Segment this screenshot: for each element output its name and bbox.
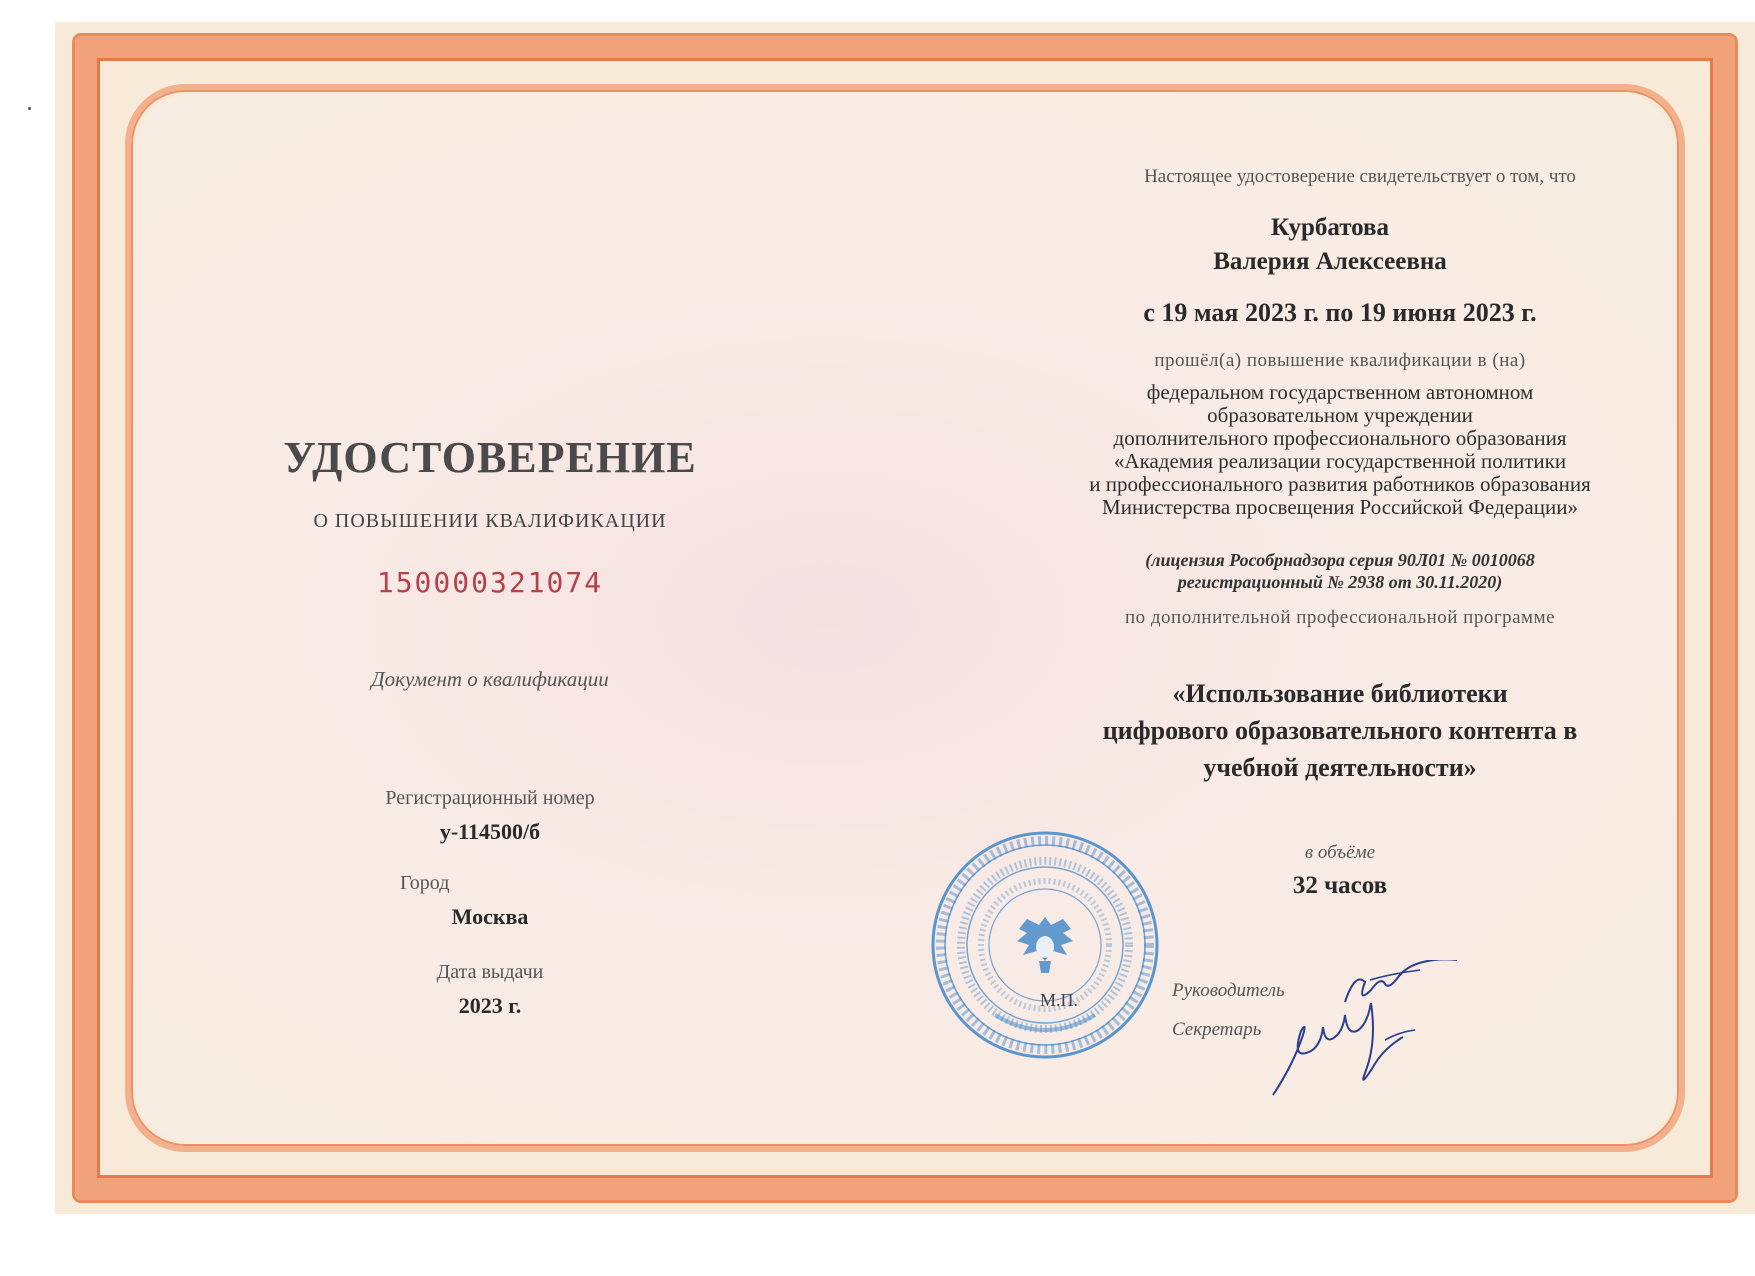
program-intro: по дополнительной профессиональной программе: [1124, 607, 1556, 628]
institution-line: федеральном государственном автономном: [1146, 380, 1534, 404]
registration-value: у-114500/б: [439, 819, 541, 844]
issue-date-value: 2023 г.: [458, 993, 522, 1018]
institution-line: «Академия реализации государственной политики: [1113, 449, 1567, 473]
certificate-number: 150000321074: [376, 566, 604, 599]
city-label: Город: [400, 872, 450, 894]
institution-name: [1000, 381, 1680, 519]
license-line: (лицензия Рособрнадзора серия 90Л01 № 0010068: [1145, 550, 1535, 570]
scan-dot: [28, 107, 31, 110]
holder-surname: Курбатова: [1270, 214, 1390, 241]
training-period: с 19 мая 2023 г. по 19 июня 2023 г.: [1143, 298, 1537, 327]
volume-value: 32 часов: [1292, 872, 1388, 899]
head-label: Руководитель: [1172, 980, 1285, 1001]
holder-given-names: Валерия Алексеевна: [1213, 248, 1447, 275]
program-line: учебной деятельности»: [1203, 753, 1477, 782]
document-kind: Документ о квалификации: [371, 667, 609, 691]
certificate-title: УДОСТОВЕРЕНИЕ: [283, 433, 697, 482]
registration-label: Регистрационный номер: [385, 787, 595, 809]
eagle-emblem-icon: [1017, 917, 1073, 973]
certificate-subtitle: О ПОВЫШЕНИИ КВАЛИФИКАЦИИ: [313, 510, 667, 532]
institution-line: Министерства просвещения Российской Федерации»: [1102, 495, 1578, 519]
passed-text: прошёл(а) повышение квалификации в (на): [1154, 350, 1526, 371]
institution-line: дополнительного профессионального образования: [1113, 426, 1567, 450]
issue-date-label: Дата выдачи: [436, 961, 544, 983]
city-value: Москва: [451, 904, 529, 929]
license-line: регистрационный № 2938 от 30.11.2020): [1177, 572, 1503, 592]
volume-label: в объёме: [1304, 842, 1376, 863]
intro-text: Настоящее удостоверение свидетельствует о том, что: [1144, 166, 1576, 187]
secretary-signature: [1265, 1000, 1425, 1100]
license-info: [1000, 549, 1680, 593]
secretary-label: Секретарь: [1172, 1019, 1262, 1040]
program-title: [1000, 675, 1680, 786]
institution-line: и профессионального развития работников образования: [1089, 472, 1591, 496]
institution-line: образовательном учреждении: [1207, 403, 1473, 427]
official-seal-stamp: [925, 825, 1165, 1065]
program-line: цифрового образовательного контента в: [1102, 716, 1578, 745]
stamp-place-label: М.П.: [1040, 990, 1079, 1010]
program-line: «Использование библиотеки: [1172, 679, 1508, 708]
